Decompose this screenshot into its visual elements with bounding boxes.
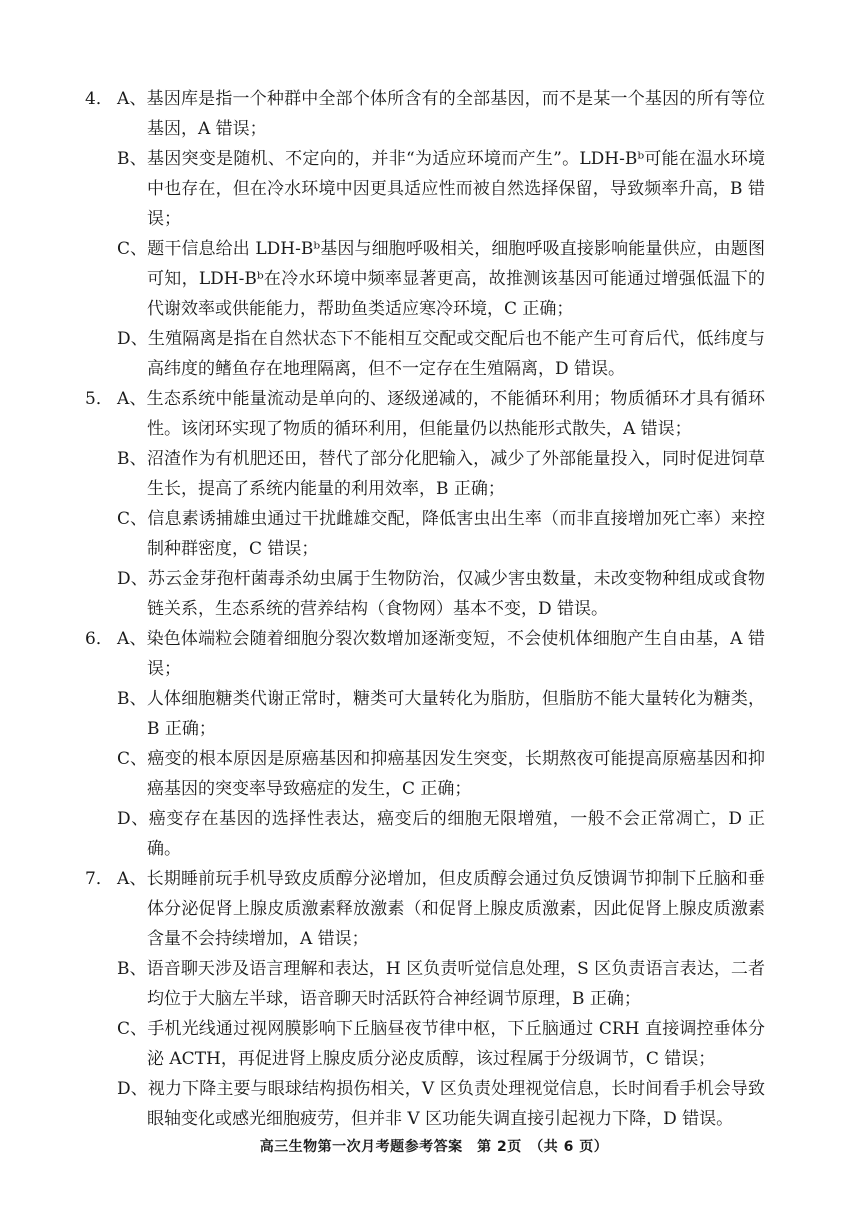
question-number: 4． [85, 89, 113, 109]
page-footer: 高三生物第一次月考题参考答案 第 2页 （共 6 页） [259, 1139, 609, 1155]
question-number: 6． [85, 629, 113, 649]
option-b: B、基因突变是随机、不定向的，并非“为适应环境而产生”。LDH-Bᵇ可能在温水环境中也存在，但在冷水环境中因更具适应性而被自然选择保留，导致频率升高，B 错误； [117, 149, 765, 229]
option-d: D、视力下降主要与眼球结构损伤相关，V 区负责处理视觉信息，长时间看手机会导致眼轴变化或感光细胞疲劳，但并非 V 区功能失调直接引起视力下降，D 错误。 [117, 1079, 765, 1129]
question-6 [85, 624, 765, 864]
option-d: D、生殖隔离是指在自然状态下不能相互交配或交配后也不能产生可育后代，低纬度与高纬度的鳍鱼存在地理隔离，但不一定存在生殖隔离，D 错误。 [117, 329, 765, 379]
question-4 [85, 84, 765, 384]
option-c: C、癌变的根本原因是原癌基因和抑癌基因发生突变，长期熬夜可能提高原癌基因和抑癌基因的突变率导致癌症的发生，C 正确； [117, 749, 765, 799]
option-b: B、语音聊天涉及语言理解和表达，H 区负责听觉信息处理，S 区负责语言表达，二者均位于大脑左半球，语音聊天时活跃符合神经调节原理，B 正确； [117, 959, 765, 1009]
option-c: C、手机光线通过视网膜影响下丘脑昼夜节律中枢，下丘脑通过 CRH 直接调控垂体分泌 ACTH，再促进肾上腺皮质分泌皮质醇，该过程属于分级调节，C 错误； [117, 1019, 765, 1069]
option-c: C、题干信息给出 LDH-Bᵇ基因与细胞呼吸相关，细胞呼吸直接影响能量供应，由题图可知，LDH-Bᵇ在冷水环境中频率显著更高，故推测该基因可能通过增强低温下的代谢效率或供能能力，帮助鱼类适应寒冷环境，C 正确； [117, 239, 765, 319]
question-number: 7． [85, 869, 113, 889]
option-b: B、沼渣作为有机肥还田，替代了部分化肥输入，减少了外部能量投入，同时促进饲草生长，提高了系统内能量的利用效率，B 正确； [117, 449, 765, 499]
answer-content [85, 84, 765, 1134]
option-a: A、基因库是指一个种群中全部个体所含有的全部基因，而不是某一个基因的所有等位基因，A 错误； [117, 89, 765, 139]
option-c: C、信息素诱捕雄虫通过干扰雌雄交配，降低害虫出生率（而非直接增加死亡率）来控制种群密度，C 错误； [117, 509, 765, 559]
option-a: A、长期睡前玩手机导致皮质醇分泌增加，但皮质醇会通过负反馈调节抑制下丘脑和垂体分泌促肾上腺皮质激素释放激素（和促肾上腺皮质激素，因此促肾上腺皮质激素含量不会持续增加，A 错误； [117, 869, 765, 949]
option-d: D、癌变存在基因的选择性表达，癌变后的细胞无限增殖，一般不会正常凋亡，D 正确。 [117, 809, 765, 859]
question-7 [85, 864, 765, 1134]
option-a: A、染色体端粒会随着细胞分裂次数增加逐渐变短，不会使机体细胞产生自由基，A 错误； [117, 629, 765, 679]
question-5 [85, 384, 765, 624]
question-number: 5． [85, 389, 113, 409]
option-d: D、苏云金芽孢杆菌毒杀幼虫属于生物防治，仅减少害虫数量，未改变物种组成或食物链关系，生态系统的营养结构（食物网）基本不变，D 错误。 [117, 569, 765, 619]
option-a: A、生态系统中能量流动是单向的、逐级递减的，不能循环利用；物质循环才具有循环性。该闭环实现了物质的循环利用，但能量仍以热能形式散失，A 错误； [117, 389, 765, 439]
option-b: B、人体细胞糖类代谢正常时，糖类可大量转化为脂肪，但脂肪不能大量转化为糖类，B 正确； [117, 689, 765, 739]
